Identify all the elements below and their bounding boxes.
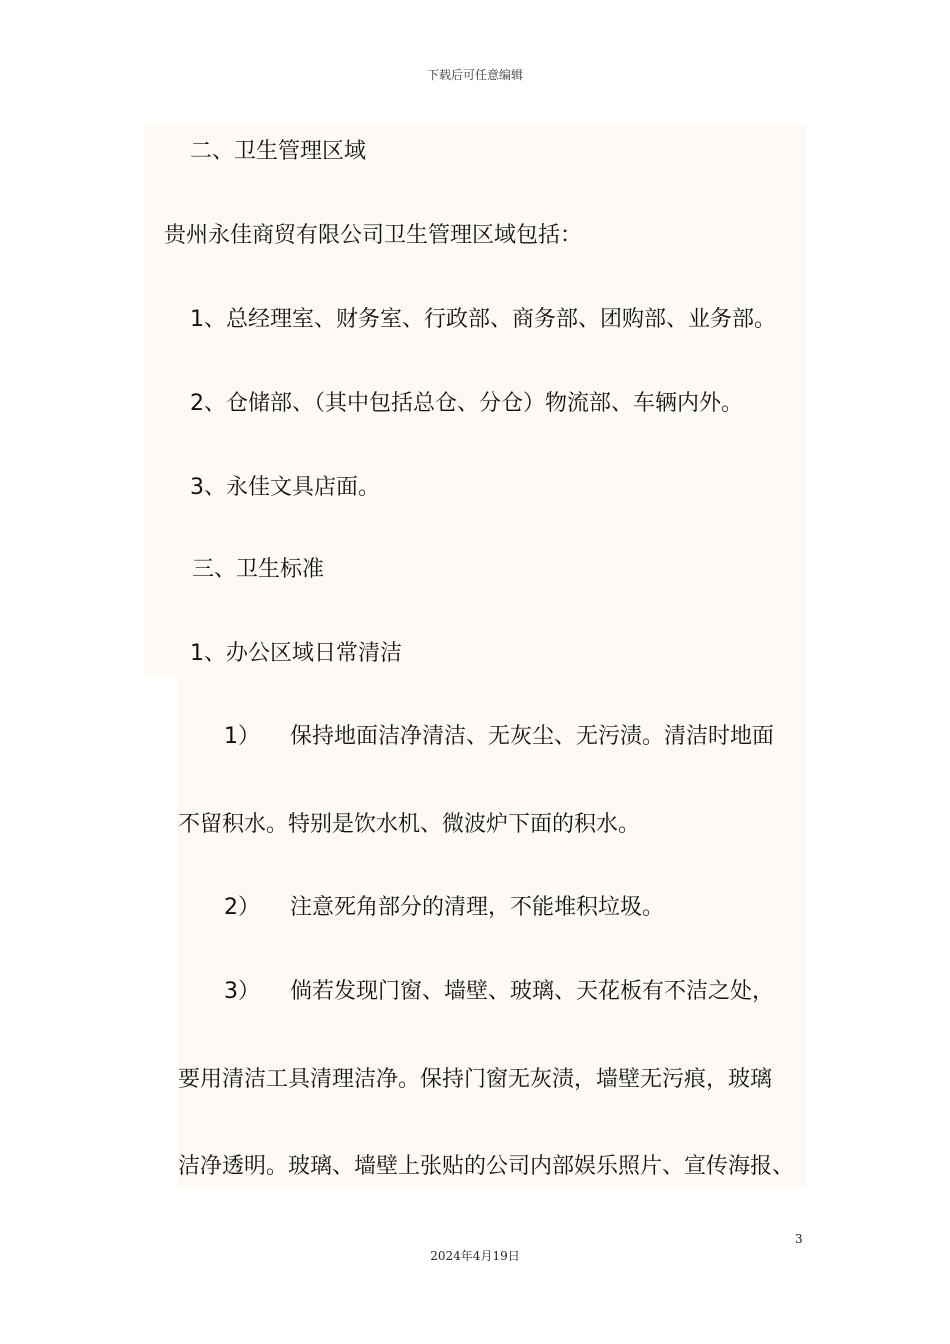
section-2-heading: 二、卫生管理区域 — [190, 139, 367, 164]
item-3-line-1: 倘若发现门窗、墙壁、玻璃、天花板有不洁之处， — [290, 979, 775, 1004]
area-item-2: 2、仓储部、（其中包括总仓、分仓）物流部、车辆内外。 — [190, 391, 743, 416]
area-item-1: 1、总经理室、财务室、行政部、商务部、团购部、业务部。 — [190, 307, 776, 332]
area-item-3: 3、永佳文具店面。 — [190, 475, 380, 500]
subsection-1-heading: 1、办公区域日常清洁 — [190, 641, 402, 666]
section-2-intro: 贵州永佳商贸有限公司卫生管理区域包括： — [164, 223, 583, 248]
page-number: 3 — [795, 1232, 803, 1246]
item-3-number: 3） — [224, 979, 260, 1004]
item-2-line-1: 注意死角部分的清理，不能堆积垃圾。 — [290, 895, 665, 920]
section-3-heading: 三、卫生标准 — [192, 557, 325, 582]
text-background-bottom — [178, 676, 806, 1188]
item-1-number: 1） — [224, 724, 260, 749]
item-1-line-1: 保持地面洁净清洁、无灰尘、无污渍。清洁时地面 — [290, 724, 775, 749]
item-1-line-2: 不留积水。特别是饮水机、微波炉下面的积水。 — [178, 812, 641, 837]
item-3-line-3: 洁净透明。玻璃、墙壁上张贴的公司内部娱乐照片、宣传海报、 — [178, 1154, 795, 1179]
page-header: 下载后可任意编辑 — [426, 68, 523, 82]
item-2-number: 2） — [224, 895, 260, 920]
footer-date: 2024年4月19日 — [430, 1249, 520, 1263]
item-3-line-2: 要用清洁工具清理洁净。保持门窗无灰渍，墙壁无污痕，玻璃 — [178, 1067, 773, 1092]
